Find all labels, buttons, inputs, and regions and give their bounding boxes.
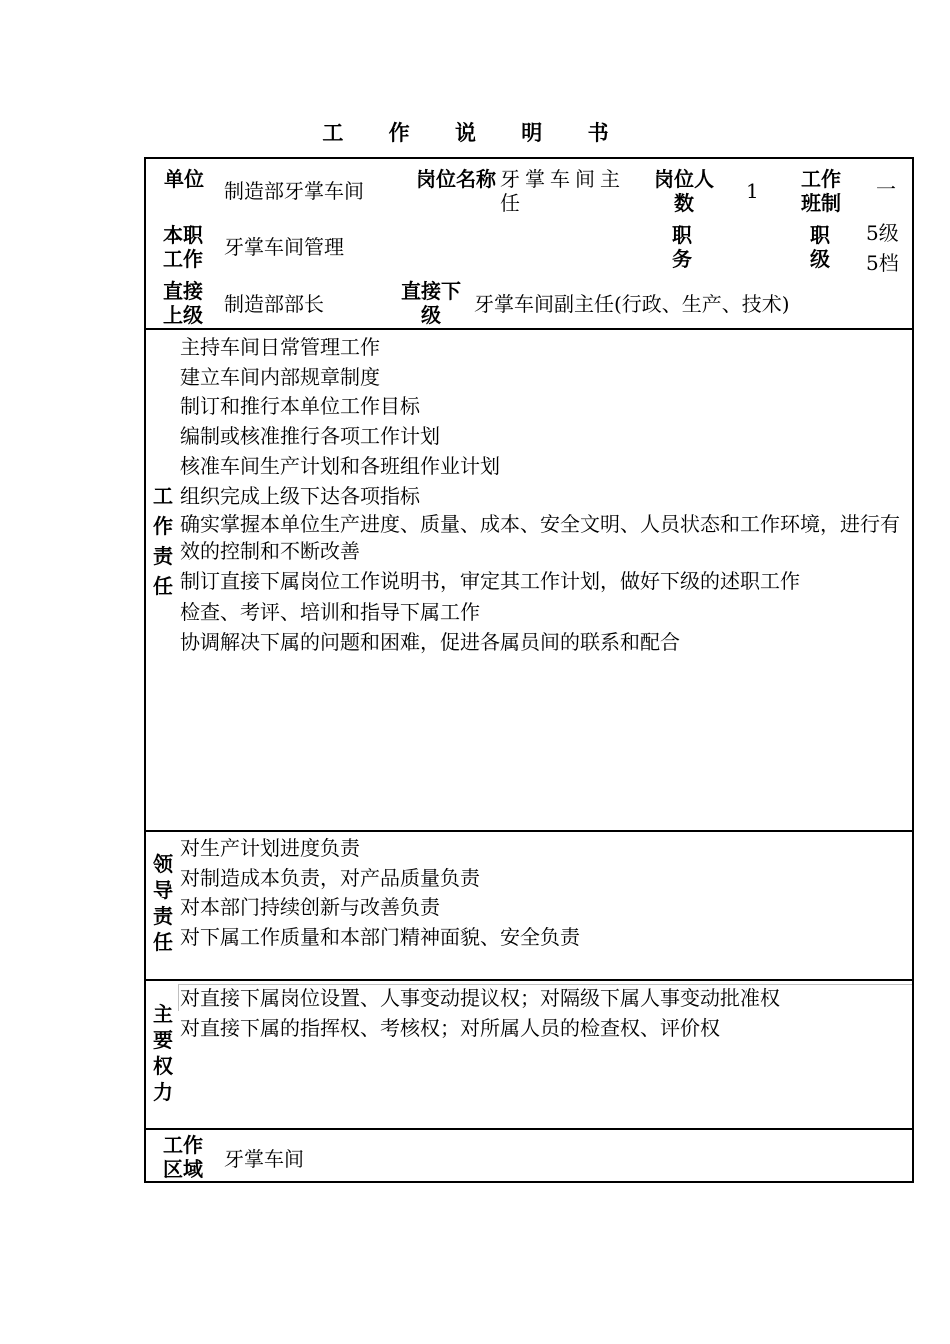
- work-area-value: 牙掌车间: [224, 1147, 304, 1171]
- grade-value-1: 5级: [866, 221, 899, 245]
- list-item: 对生产计划进度负责: [180, 836, 360, 860]
- row-divider: [146, 1128, 912, 1130]
- leadership-label: 领 导 责 任: [153, 852, 173, 954]
- headcount-label: 岗位人数: [654, 167, 714, 215]
- list-item: 组织完成上级下达各项指标: [180, 483, 420, 508]
- list-item: 建立车间内部规章制度: [180, 364, 380, 389]
- list-item: 制订直接下属岗位工作说明书，审定其工作计划，做好下级的述职工作: [180, 569, 800, 594]
- row-divider: [146, 328, 912, 330]
- list-item: 检查、考评、培训和指导下属工作: [180, 600, 480, 625]
- row-divider: [146, 979, 912, 981]
- post-name-label: 岗位名称: [416, 167, 496, 191]
- list-item: 对本部门持续创新与改善负责: [180, 895, 440, 920]
- post-name-value: 牙掌车间主任: [500, 167, 625, 215]
- authority-label: 主 要 权 力: [153, 1002, 173, 1104]
- superior-value: 制造部部长: [224, 292, 324, 316]
- shift-value: 一: [876, 177, 896, 201]
- list-item: 编制或核准推行各项工作计划: [180, 424, 440, 449]
- job-description-table: [144, 157, 914, 1183]
- responsibilities-label: 工 作 责 任: [153, 484, 173, 598]
- list-item: 协调解决下属的问题和困难，促进各属员间的联系和配合: [180, 629, 680, 654]
- authority-list: [180, 984, 908, 1043]
- subordinate-value: 牙掌车间副主任(行政、生产、技术): [474, 292, 790, 316]
- subordinate-label: 直接下级: [401, 279, 461, 327]
- list-item: 主持车间日常管理工作: [180, 335, 380, 359]
- list-item: 对直接下属的指挥权、考核权；对所属人员的检查权、评价权: [180, 1015, 720, 1040]
- unit-value: 制造部牙掌车间: [224, 179, 364, 203]
- responsibilities-list: [180, 333, 908, 658]
- superior-label: 直接上级: [163, 279, 203, 327]
- duty-label: 职务: [672, 223, 692, 271]
- list-item: 确实掌握本单位生产进度、质量、成本、安全文明、人员状态和工作环境，进行有效的控制和不断改善: [180, 512, 900, 564]
- job-label: 本职工作: [163, 223, 203, 271]
- job-value: 牙掌车间管理: [224, 235, 344, 259]
- list-item: 对制造成本负责，对产品质量负责: [180, 865, 480, 890]
- grade-label: 职级: [810, 223, 830, 271]
- list-item: 制订和推行本单位工作目标: [180, 394, 420, 419]
- shift-label: 工作班制: [801, 167, 841, 215]
- list-item: 对直接下属岗位设置、人事变动提议权；对隔级下属人事变动批准权: [180, 986, 780, 1010]
- list-item: 对下属工作质量和本部门精神面貌、安全负责: [180, 925, 580, 950]
- unit-label: 单位: [164, 167, 204, 191]
- page-title: 工 作 说 明 书: [322, 121, 628, 145]
- grade-value-2: 5档: [866, 251, 899, 275]
- leadership-list: [180, 834, 908, 953]
- row-divider: [146, 830, 912, 832]
- work-area-label: 工作区域: [163, 1133, 203, 1181]
- list-item: 核准车间生产计划和各班组作业计划: [180, 453, 500, 478]
- headcount-value: 1: [746, 179, 759, 203]
